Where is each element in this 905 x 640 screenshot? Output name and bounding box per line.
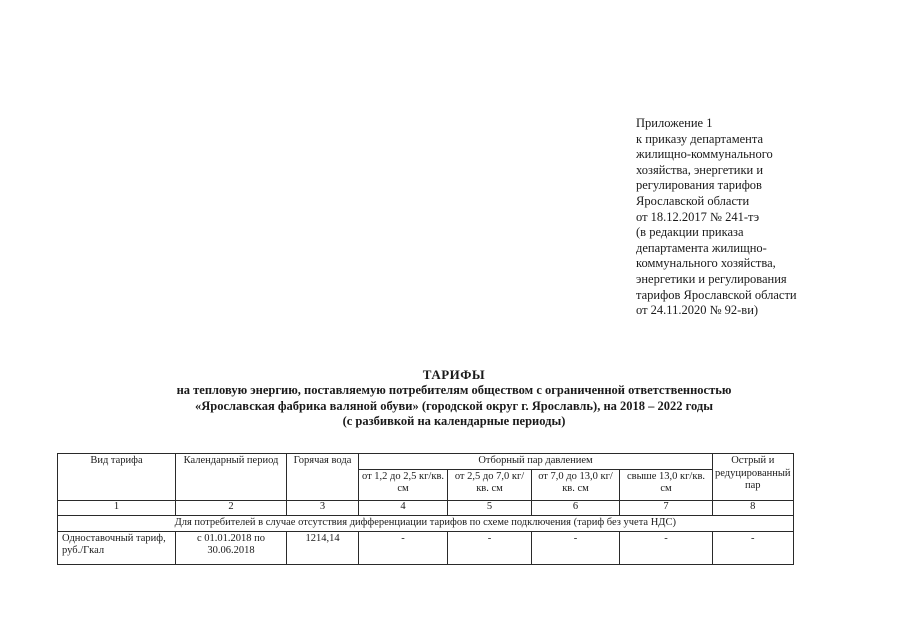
- header-row: [58, 454, 794, 470]
- appendix-block: [636, 116, 896, 319]
- column-number: 4: [359, 500, 448, 515]
- cell-hot-water: 1214,14: [287, 531, 359, 564]
- column-number: 2: [176, 500, 287, 515]
- appendix-line: (в редакции приказа: [636, 225, 744, 240]
- appendix-line: от 18.12.2017 № 241-тэ: [636, 209, 760, 224]
- column-number: 8: [713, 500, 794, 515]
- cell-sharp-steam: -: [713, 531, 794, 564]
- header-sharp-steam: Острый и редуцированный пар: [713, 454, 794, 501]
- column-number: 7: [620, 500, 713, 515]
- header-tariff-type: Вид тарифа: [58, 454, 176, 501]
- header-steam-4: свыше 13,0 кг/кв. см: [620, 469, 713, 500]
- section-row: [58, 515, 794, 531]
- document-title: [60, 367, 848, 430]
- header-steam-1: от 1,2 до 2,5 кг/кв. см: [359, 469, 448, 500]
- title-line-2: «Ярославская фабрика валяной обуви» (городской округ г. Ярославль), на 2018 – 2022 годы: [195, 398, 713, 413]
- appendix-line: коммунального хозяйства,: [636, 256, 776, 271]
- cell-tariff-type: Одноставочный тариф, руб./Гкал: [58, 531, 176, 564]
- header-steam-group: Отборный пар давлением: [359, 454, 713, 470]
- cell-steam-1: -: [359, 531, 448, 564]
- tariff-table: [57, 453, 794, 565]
- appendix-line: к приказу департамента: [636, 131, 764, 146]
- appendix-line: жилищно-коммунального: [636, 147, 773, 162]
- column-number: 3: [287, 500, 359, 515]
- appendix-line: регулирования тарифов: [636, 178, 762, 193]
- cell-period: с 01.01.2018 по 30.06.2018: [176, 531, 287, 564]
- title-line-1: на тепловую энергию, поставляемую потребителям обществом с ограниченной ответственностью: [176, 382, 732, 397]
- cell-steam-4: -: [620, 531, 713, 564]
- table-row: [58, 531, 794, 564]
- section-title: Для потребителей в случае отсутствия дифференциации тарифов по схеме подключения (тариф без учета НДС): [58, 515, 794, 531]
- title-line-3: (с разбивкой на календарные периоды): [342, 414, 566, 429]
- cell-steam-2: -: [448, 531, 532, 564]
- header-steam-3: от 7,0 до 13,0 кг/кв. см: [532, 469, 620, 500]
- header-calendar-period: Календарный период: [176, 454, 287, 501]
- appendix-line: Ярославской области: [636, 193, 750, 208]
- column-number-row: [58, 500, 794, 515]
- column-number: 1: [58, 500, 176, 515]
- appendix-line: тарифов Ярославской области: [636, 287, 797, 302]
- header-hot-water: Горячая вода: [287, 454, 359, 501]
- appendix-line: от 24.11.2020 № 92-ви): [636, 303, 759, 318]
- appendix-line: хозяйства, энергетики и: [636, 162, 764, 177]
- appendix-line: Приложение 1: [636, 116, 713, 130]
- appendix-line: энергетики и регулирования: [636, 271, 787, 286]
- title-main: ТАРИФЫ: [422, 367, 486, 382]
- header-steam-2: от 2,5 до 7,0 кг/кв. см: [448, 469, 532, 500]
- column-number: 5: [448, 500, 532, 515]
- column-number: 6: [532, 500, 620, 515]
- cell-steam-3: -: [532, 531, 620, 564]
- appendix-line: департамента жилищно-: [636, 240, 767, 255]
